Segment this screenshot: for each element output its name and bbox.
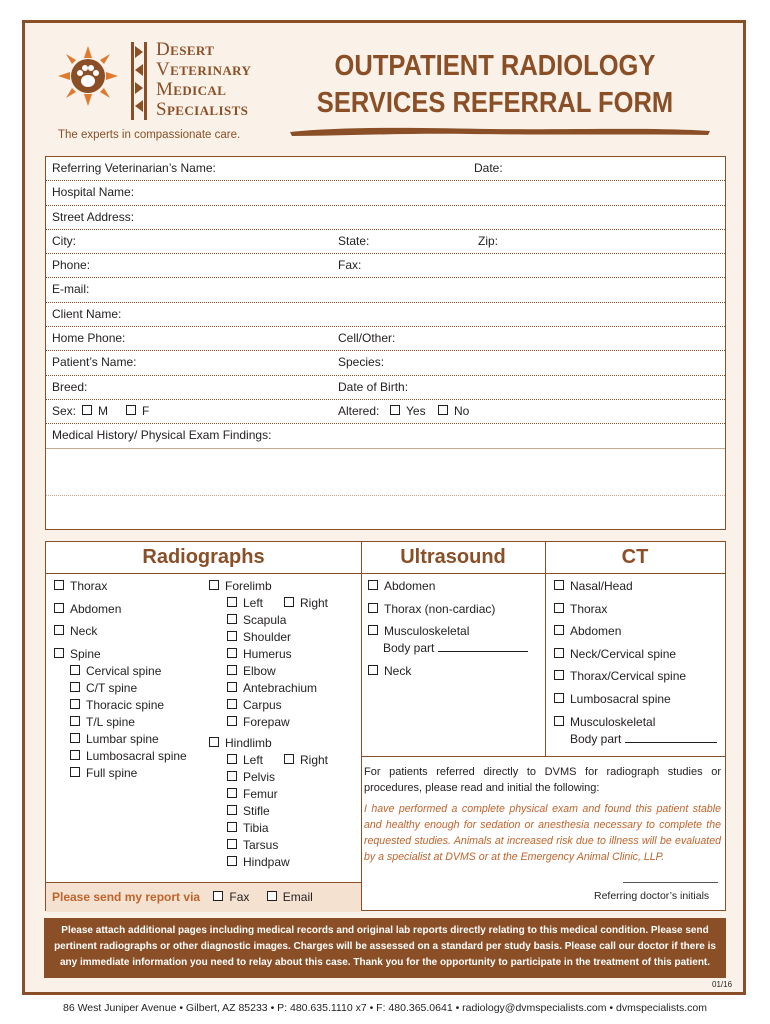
fore-carpus-checkbox[interactable]: Carpus <box>227 697 282 714</box>
brush-stroke-icon <box>290 123 710 139</box>
forelimb-left-checkbox[interactable]: Left <box>227 595 263 612</box>
brand-name: DESERT VETERINARY MEDICAL SPECIALISTS <box>156 39 252 120</box>
spine-ct-checkbox[interactable]: C/T spine <box>70 680 137 697</box>
spine-full-checkbox[interactable]: Full spine <box>70 765 137 782</box>
ct-msk-checkbox[interactable]: Musculoskeletal <box>554 714 655 731</box>
ct-thorax-checkbox[interactable]: Thorax <box>554 601 607 618</box>
fore-scapula-checkbox[interactable]: Scapula <box>227 612 286 629</box>
revision-code: 01/16 <box>712 980 733 989</box>
us-msk-checkbox[interactable]: Musculoskeletal <box>368 623 469 640</box>
initials-label: Referring doctor’s initials <box>594 890 710 902</box>
rad-neck-checkbox[interactable]: Neck <box>54 623 97 640</box>
history-textarea[interactable] <box>46 449 725 541</box>
report-delivery-row: Please send my report via Fax Email <box>46 882 361 912</box>
hindlimb-checkbox[interactable]: Hindlimb <box>209 735 272 752</box>
services-table <box>45 541 726 911</box>
history-label-row: Medical History/ Physical Exam Findings: <box>46 424 725 448</box>
spine-thoracic-checkbox[interactable]: Thoracic spine <box>70 697 164 714</box>
us-neck-checkbox[interactable]: Neck <box>368 663 411 680</box>
ct-abdomen-checkbox[interactable]: Abdomen <box>554 623 621 640</box>
patient-row[interactable]: Patient’s Name: Species: <box>46 351 725 375</box>
hind-tarsus-checkbox[interactable]: Tarsus <box>227 837 278 854</box>
spine-lumbar-checkbox[interactable]: Lumbar spine <box>70 731 159 748</box>
rad-abdomen-checkbox[interactable]: Abdomen <box>54 601 121 618</box>
breed-row[interactable]: Breed: Date of Birth: <box>46 376 725 400</box>
sex-row: Sex: M F Altered: Yes No <box>46 400 725 424</box>
fore-antebrachium-checkbox[interactable]: Antebrachium <box>227 680 317 697</box>
fore-forepaw-checkbox[interactable]: Forepaw <box>227 714 290 731</box>
phone-row[interactable]: Phone: Fax: <box>46 254 725 278</box>
fore-shoulder-checkbox[interactable]: Shoulder <box>227 629 291 646</box>
altered-no-checkbox[interactable]: No <box>438 400 469 423</box>
client-info-table <box>45 156 726 530</box>
hospital-row[interactable]: Hospital Name: <box>46 181 725 205</box>
hind-pelvis-checkbox[interactable]: Pelvis <box>227 769 275 786</box>
email-row[interactable]: E-mail: <box>46 278 725 302</box>
hindlimb-right-checkbox[interactable]: Right <box>284 752 328 769</box>
forelimb-right-checkbox[interactable]: Right <box>284 595 328 612</box>
ct-thorax-cervical-checkbox[interactable]: Thorax/Cervical spine <box>554 668 686 685</box>
initials-line[interactable] <box>623 882 718 883</box>
ref-vet-row[interactable]: Referring Veterinarian’s Name: Date: <box>46 157 725 181</box>
hind-stifle-checkbox[interactable]: Stifle <box>227 803 270 820</box>
ultrasound-heading: Ultrasound <box>361 542 545 574</box>
ct-body-part-field[interactable]: Body part <box>570 731 717 748</box>
spine-cervical-checkbox[interactable]: Cervical spine <box>70 663 161 680</box>
tagline: The experts in compassionate care. <box>58 129 241 141</box>
forelimb-checkbox[interactable]: Forelimb <box>209 578 272 595</box>
street-row[interactable]: Street Address: <box>46 206 725 230</box>
hind-tibia-checkbox[interactable]: Tibia <box>227 820 269 837</box>
home-phone-row[interactable]: Home Phone: Cell/Other: <box>46 327 725 351</box>
ct-heading: CT <box>545 542 725 574</box>
ct-neck-checkbox[interactable]: Neck/Cervical spine <box>554 646 676 663</box>
sex-female-checkbox[interactable]: F <box>126 400 149 423</box>
contact-address: 86 West Juniper Avenue • Gilbert, AZ 85233 • P: 480.635.1110 x7 • F: 480.365.0641 • radiology@dvmspecialists.com • dvmspecialists.com <box>62 1002 708 1014</box>
sex-male-checkbox[interactable]: M <box>82 400 108 423</box>
hind-hindpaw-checkbox[interactable]: Hindpaw <box>227 854 290 871</box>
city-row[interactable]: City: State: Zip: <box>46 230 725 254</box>
us-thorax-checkbox[interactable]: Thorax (non-cardiac) <box>368 601 495 618</box>
form-title: OUTPATIENT RADIOLOGY SERVICES REFERRAL FORM <box>316 50 674 119</box>
paw-sun-logo-icon <box>56 44 120 108</box>
altered-yes-checkbox[interactable]: Yes <box>390 400 426 423</box>
rad-thorax-checkbox[interactable]: Thorax <box>54 578 107 595</box>
rad-spine-checkbox[interactable]: Spine <box>54 646 101 663</box>
radiographs-heading: Radiographs <box>46 542 361 574</box>
send-email-checkbox[interactable]: Email <box>267 890 313 904</box>
hindlimb-left-checkbox[interactable]: Left <box>227 752 263 769</box>
logo-divider-icon <box>129 42 149 120</box>
client-row[interactable]: Client Name: <box>46 303 725 327</box>
instructions-banner: Please attach additional pages including medical records and original lab reports directly relating to this medical condition. Please send pertinent radiographs or other diagnostic images. Charges will be assessed on a standard per study basis. Please call our doctor if there is any immediate information you need to relay about this case. Thank you for the opportunity to participate in the treatment of this patient. <box>44 918 726 978</box>
ct-nasal-checkbox[interactable]: Nasal/Head <box>554 578 633 595</box>
ct-lumbosacral-checkbox[interactable]: Lumbosacral spine <box>554 691 671 708</box>
spine-tl-checkbox[interactable]: T/L spine <box>70 714 135 731</box>
us-abdomen-checkbox[interactable]: Abdomen <box>368 578 435 595</box>
us-body-part-field[interactable]: Body part <box>383 640 528 657</box>
anesthesia-note: For patients referred directly to DVMS for radiograph studies or procedures, please read and initial the following: I have performed a complete physical exam and found this patient stable and healthy enough for sedation or anesthesia necessary to complete the requested studies. Animals at increased risk due to illness will be evaluated by a specialist at DVMS or at the Emergency Animal Clinic, LLP. <box>364 766 721 863</box>
send-fax-checkbox[interactable]: Fax <box>213 890 249 904</box>
fore-elbow-checkbox[interactable]: Elbow <box>227 663 276 680</box>
spine-lumbosacral-checkbox[interactable]: Lumbosacral spine <box>70 748 187 765</box>
fore-humerus-checkbox[interactable]: Humerus <box>227 646 292 663</box>
hind-femur-checkbox[interactable]: Femur <box>227 786 278 803</box>
